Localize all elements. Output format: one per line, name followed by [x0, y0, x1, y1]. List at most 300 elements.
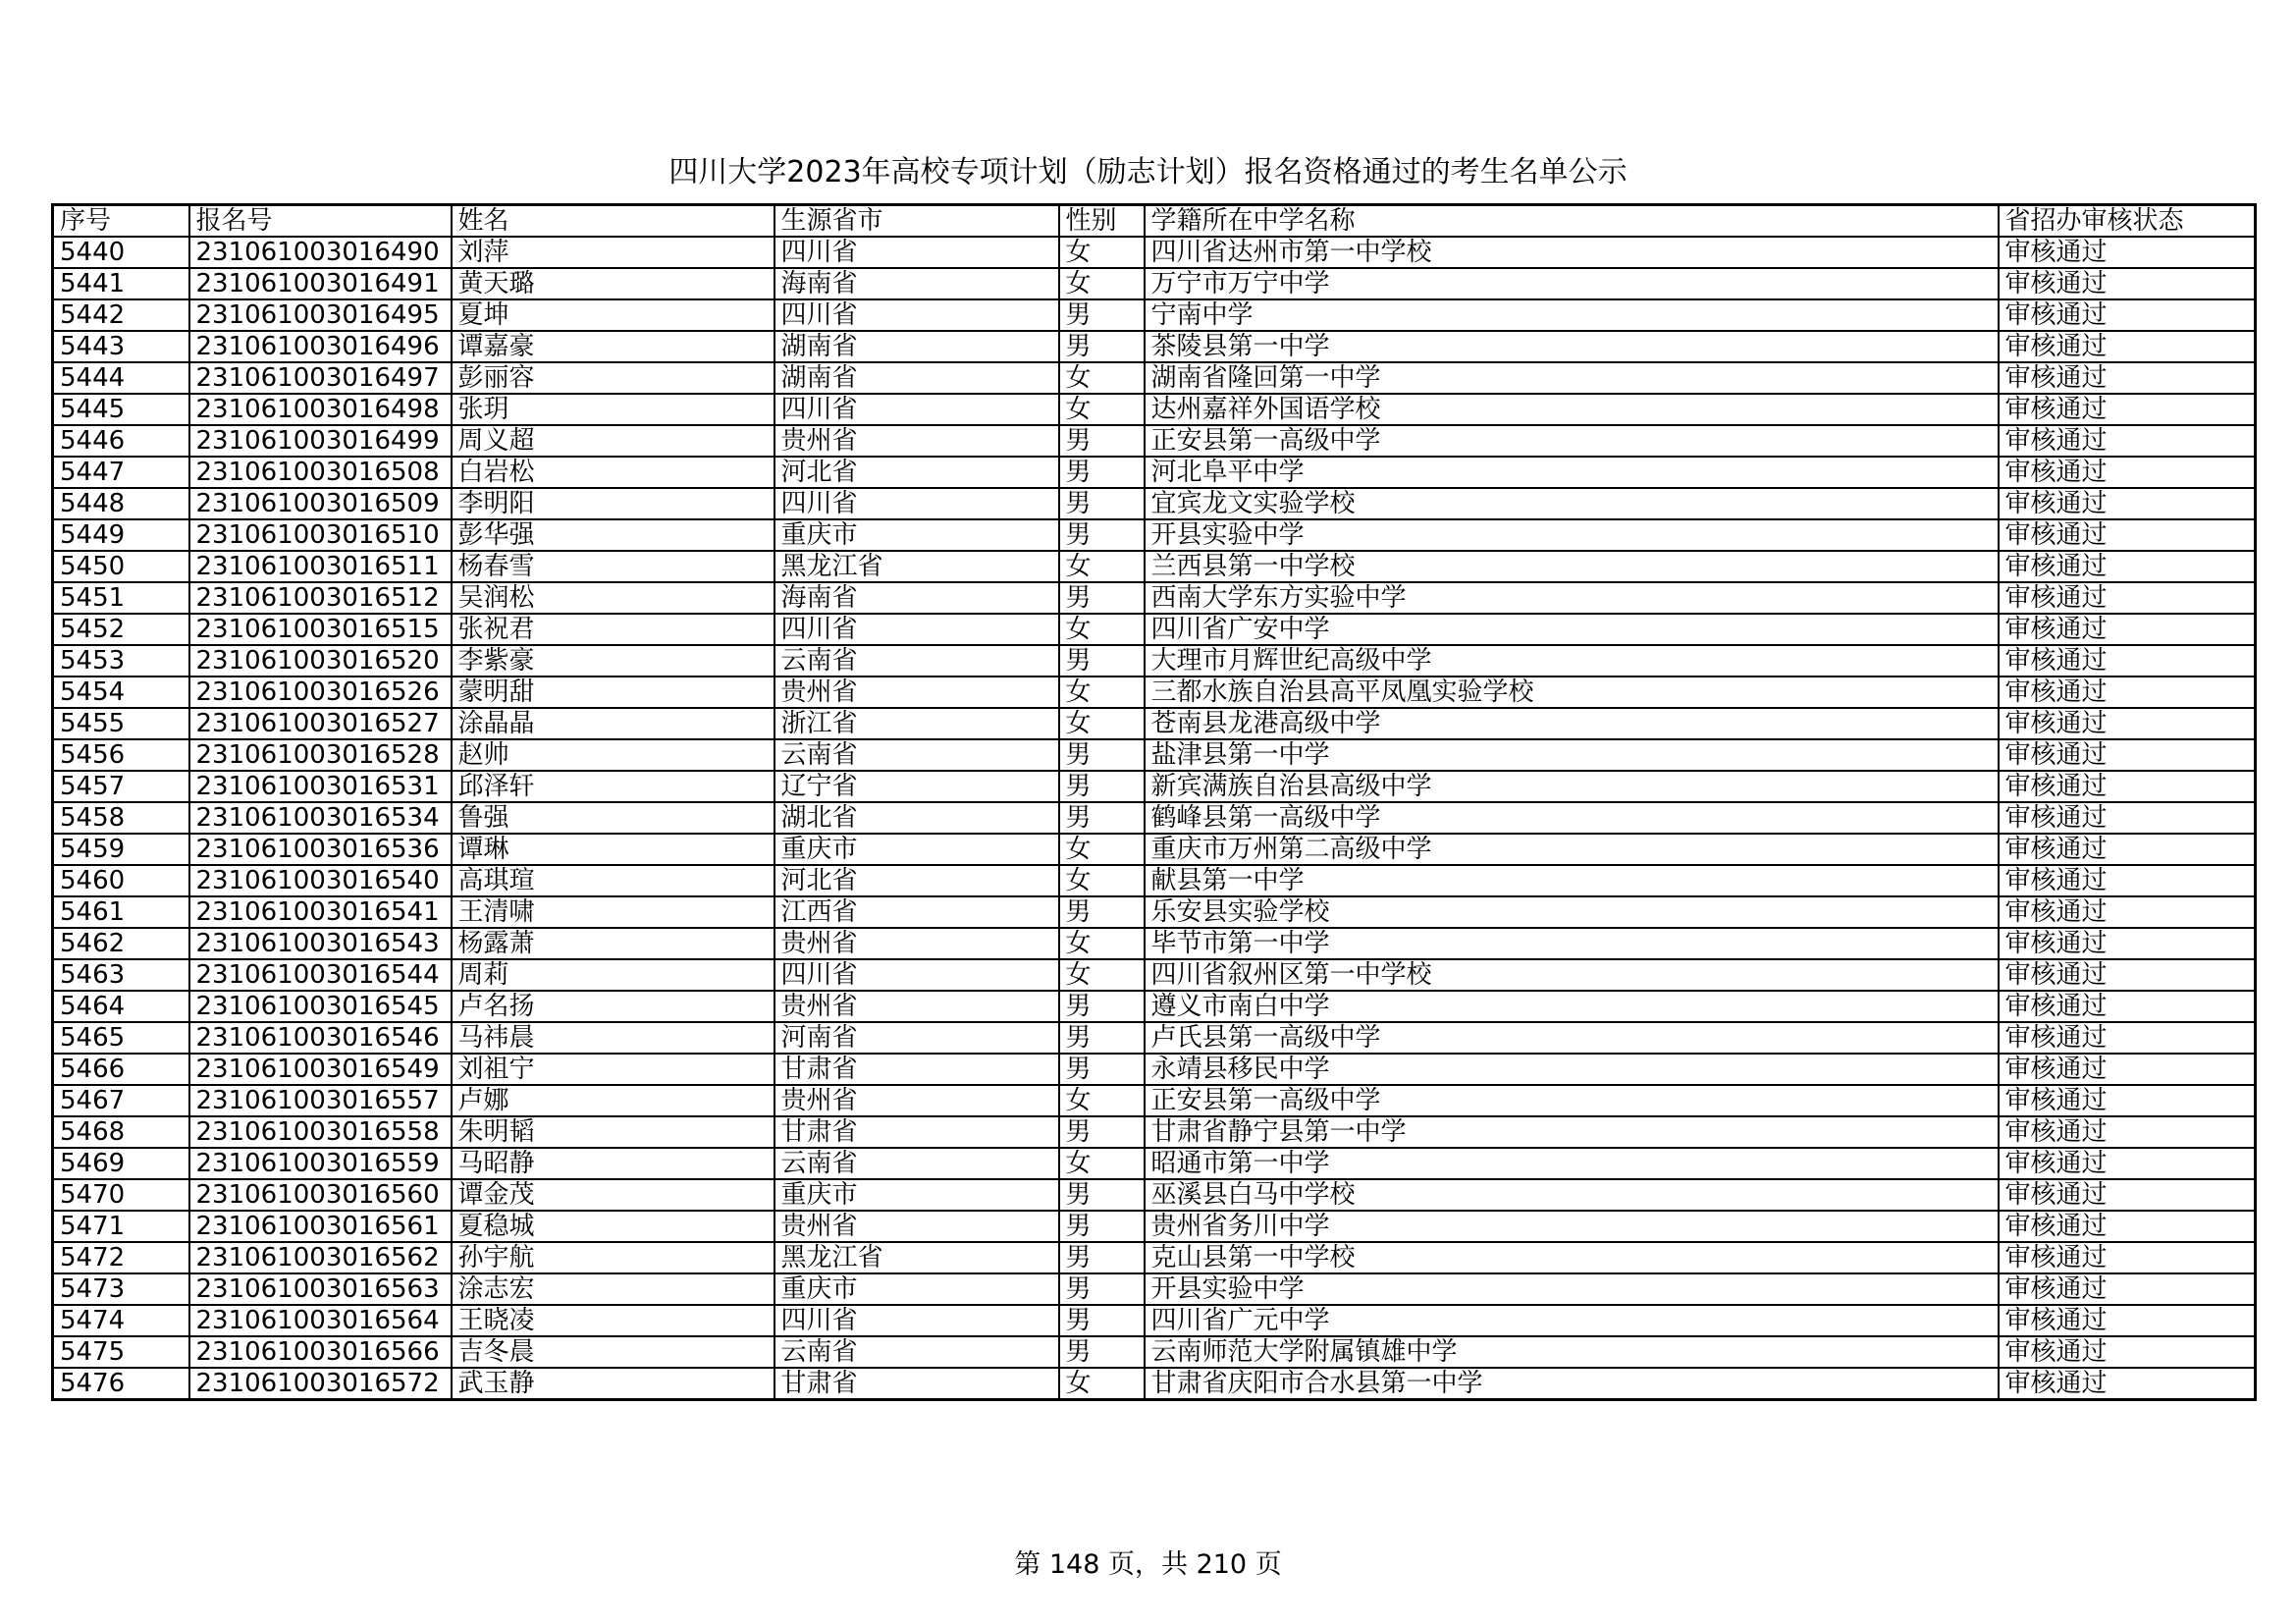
province-cell: 重庆市 [774, 519, 1059, 551]
province-cell: 贵州省 [774, 1211, 1059, 1242]
school-cell: 正安县第一高级中学 [1145, 425, 1999, 457]
name-cell: 马祎晨 [452, 1022, 774, 1054]
table-row [53, 614, 2256, 645]
province-cell: 四川省 [774, 959, 1059, 991]
reg-no-cell: 231061003016515 [189, 614, 452, 645]
name-cell: 彭华强 [452, 519, 774, 551]
gender-cell: 女 [1059, 959, 1145, 991]
table-row [53, 708, 2256, 739]
seq-cell: 5447 [53, 457, 189, 488]
reg-no-cell: 231061003016528 [189, 739, 452, 771]
status-cell: 审核通过 [1999, 991, 2256, 1022]
gender-cell: 男 [1059, 1179, 1145, 1211]
seq-cell: 5464 [53, 991, 189, 1022]
seq-cell: 5466 [53, 1054, 189, 1085]
school-cell: 贵州省务川中学 [1145, 1211, 1999, 1242]
reg-no-cell: 231061003016562 [189, 1242, 452, 1273]
school-cell: 卢氏县第一高级中学 [1145, 1022, 1999, 1054]
province-cell: 甘肃省 [774, 1368, 1059, 1400]
gender-cell: 女 [1059, 1148, 1145, 1179]
reg-no-cell: 231061003016541 [189, 896, 452, 928]
table-row [53, 1022, 2256, 1054]
gender-cell: 男 [1059, 488, 1145, 519]
status-cell: 审核通过 [1999, 771, 2256, 802]
table-row [53, 331, 2256, 362]
school-cell: 开县实验中学 [1145, 519, 1999, 551]
school-cell: 昭通市第一中学 [1145, 1148, 1999, 1179]
seq-cell: 5461 [53, 896, 189, 928]
gender-cell: 男 [1059, 1022, 1145, 1054]
gender-cell: 男 [1059, 1211, 1145, 1242]
table-row [53, 1336, 2256, 1368]
name-cell: 夏坤 [452, 299, 774, 331]
reg-no-cell: 231061003016509 [189, 488, 452, 519]
reg-no-cell: 231061003016499 [189, 425, 452, 457]
status-cell: 审核通过 [1999, 237, 2256, 268]
table-row [53, 928, 2256, 959]
table-row [53, 582, 2256, 614]
province-cell: 云南省 [774, 1148, 1059, 1179]
school-cell: 湖南省隆回第一中学 [1145, 362, 1999, 394]
province-cell: 海南省 [774, 582, 1059, 614]
table-row [53, 1116, 2256, 1148]
province-cell: 贵州省 [774, 677, 1059, 708]
school-cell: 宜宾龙文实验学校 [1145, 488, 1999, 519]
reg-no-cell: 231061003016540 [189, 865, 452, 896]
school-header: 学籍所在中学名称 [1145, 205, 1999, 238]
gender-cell: 男 [1059, 331, 1145, 362]
table-row [53, 1054, 2256, 1085]
school-cell: 盐津县第一中学 [1145, 739, 1999, 771]
status-cell: 审核通过 [1999, 1242, 2256, 1273]
seq-cell: 5476 [53, 1368, 189, 1400]
province-cell: 江西省 [774, 896, 1059, 928]
page-title: 四川大学2023年高校专项计划（励志计划）报名资格通过的考生名单公示 [668, 155, 1628, 189]
province-cell: 贵州省 [774, 425, 1059, 457]
province-cell: 海南省 [774, 268, 1059, 299]
status-cell: 审核通过 [1999, 802, 2256, 834]
name-cell: 鲁强 [452, 802, 774, 834]
table-row [53, 1305, 2256, 1336]
reg-no-cell: 231061003016559 [189, 1148, 452, 1179]
table-row [53, 802, 2256, 834]
table-row [53, 959, 2256, 991]
province-header: 生源省市 [774, 205, 1059, 238]
seq-cell: 5475 [53, 1336, 189, 1368]
reg-no-cell: 231061003016549 [189, 1054, 452, 1085]
seq-cell: 5456 [53, 739, 189, 771]
name-cell: 孙宇航 [452, 1242, 774, 1273]
gender-cell: 男 [1059, 645, 1145, 677]
status-cell: 审核通过 [1999, 645, 2256, 677]
status-cell: 审核通过 [1999, 1085, 2256, 1116]
reg-no-cell: 231061003016534 [189, 802, 452, 834]
province-cell: 黑龙江省 [774, 551, 1059, 582]
table-row [53, 771, 2256, 802]
status-header: 省招办审核状态 [1999, 205, 2256, 238]
status-cell: 审核通过 [1999, 425, 2256, 457]
gender-cell: 女 [1059, 394, 1145, 425]
reg-no-cell: 231061003016536 [189, 834, 452, 865]
gender-cell: 男 [1059, 991, 1145, 1022]
seq-cell: 5463 [53, 959, 189, 991]
name-cell: 白岩松 [452, 457, 774, 488]
name-cell: 卢名扬 [452, 991, 774, 1022]
seq-cell: 5458 [53, 802, 189, 834]
reg-no-cell: 231061003016495 [189, 299, 452, 331]
school-cell: 新宾满族自治县高级中学 [1145, 771, 1999, 802]
page-footer: 第 148 页，共 210 页 [1014, 1549, 1282, 1580]
gender-cell: 男 [1059, 802, 1145, 834]
province-cell: 辽宁省 [774, 771, 1059, 802]
status-cell: 审核通过 [1999, 896, 2256, 928]
gender-cell: 男 [1059, 1273, 1145, 1305]
status-cell: 审核通过 [1999, 268, 2256, 299]
status-cell: 审核通过 [1999, 299, 2256, 331]
name-cell: 马昭静 [452, 1148, 774, 1179]
seq-cell: 5468 [53, 1116, 189, 1148]
name-cell: 张祝君 [452, 614, 774, 645]
school-cell: 西南大学东方实验中学 [1145, 582, 1999, 614]
gender-cell: 男 [1059, 582, 1145, 614]
province-cell: 四川省 [774, 299, 1059, 331]
province-cell: 贵州省 [774, 991, 1059, 1022]
name-cell: 朱明韬 [452, 1116, 774, 1148]
school-cell: 四川省广安中学 [1145, 614, 1999, 645]
seq-cell: 5440 [53, 237, 189, 268]
school-cell: 三都水族自治县高平凤凰实验学校 [1145, 677, 1999, 708]
table-body [53, 237, 2256, 1400]
province-cell: 甘肃省 [774, 1054, 1059, 1085]
school-cell: 乐安县实验学校 [1145, 896, 1999, 928]
reg-no-cell: 231061003016512 [189, 582, 452, 614]
name-cell: 杨露萧 [452, 928, 774, 959]
reg-no-cell: 231061003016511 [189, 551, 452, 582]
gender-cell: 女 [1059, 708, 1145, 739]
reg-no-cell: 231061003016498 [189, 394, 452, 425]
school-cell: 达州嘉祥外国语学校 [1145, 394, 1999, 425]
province-cell: 贵州省 [774, 1085, 1059, 1116]
seq-cell: 5449 [53, 519, 189, 551]
reg-no-cell: 231061003016496 [189, 331, 452, 362]
status-cell: 审核通过 [1999, 865, 2256, 896]
name-cell: 刘祖宁 [452, 1054, 774, 1085]
name-cell: 卢娜 [452, 1085, 774, 1116]
status-cell: 审核通过 [1999, 1054, 2256, 1085]
status-cell: 审核通过 [1999, 834, 2256, 865]
name-cell: 杨春雪 [452, 551, 774, 582]
seq-cell: 5473 [53, 1273, 189, 1305]
gender-cell: 男 [1059, 1305, 1145, 1336]
province-cell: 浙江省 [774, 708, 1059, 739]
name-cell: 谭琳 [452, 834, 774, 865]
gender-cell: 男 [1059, 771, 1145, 802]
status-cell: 审核通过 [1999, 677, 2256, 708]
name-cell: 张玥 [452, 394, 774, 425]
school-cell: 宁南中学 [1145, 299, 1999, 331]
status-cell: 审核通过 [1999, 928, 2256, 959]
school-cell: 四川省达州市第一中学校 [1145, 237, 1999, 268]
seq-cell: 5442 [53, 299, 189, 331]
status-cell: 审核通过 [1999, 739, 2256, 771]
seq-cell: 5460 [53, 865, 189, 896]
table-row [53, 488, 2256, 519]
name-cell: 谭金茂 [452, 1179, 774, 1211]
table-row [53, 1273, 2256, 1305]
status-cell: 审核通过 [1999, 614, 2256, 645]
status-cell: 审核通过 [1999, 394, 2256, 425]
seq-cell: 5448 [53, 488, 189, 519]
name-cell: 蒙明甜 [452, 677, 774, 708]
school-cell: 巫溪县白马中学校 [1145, 1179, 1999, 1211]
gender-cell: 女 [1059, 237, 1145, 268]
reg-no-cell: 231061003016563 [189, 1273, 452, 1305]
table-row [53, 519, 2256, 551]
province-cell: 重庆市 [774, 1273, 1059, 1305]
gender-cell: 男 [1059, 425, 1145, 457]
reg-no-cell: 231061003016490 [189, 237, 452, 268]
name-cell: 赵帅 [452, 739, 774, 771]
status-cell: 审核通过 [1999, 959, 2256, 991]
table-row [53, 645, 2256, 677]
reg-no-cell: 231061003016564 [189, 1305, 452, 1336]
reg-no-cell: 231061003016558 [189, 1116, 452, 1148]
table-row [53, 1211, 2256, 1242]
seq-cell: 5443 [53, 331, 189, 362]
school-cell: 永靖县移民中学 [1145, 1054, 1999, 1085]
gender-cell: 女 [1059, 928, 1145, 959]
status-cell: 审核通过 [1999, 457, 2256, 488]
name-cell: 高琪瑄 [452, 865, 774, 896]
province-cell: 湖南省 [774, 331, 1059, 362]
reg-no-cell: 231061003016545 [189, 991, 452, 1022]
status-cell: 审核通过 [1999, 331, 2256, 362]
name-cell: 武玉静 [452, 1368, 774, 1400]
status-cell: 审核通过 [1999, 1368, 2256, 1400]
name-cell: 李紫豪 [452, 645, 774, 677]
table-row [53, 834, 2256, 865]
table-row [53, 268, 2256, 299]
reg-no-header: 报名号 [189, 205, 452, 238]
seq-cell: 5446 [53, 425, 189, 457]
table-row [53, 865, 2256, 896]
reg-no-cell: 231061003016526 [189, 677, 452, 708]
seq-cell: 5459 [53, 834, 189, 865]
province-cell: 四川省 [774, 488, 1059, 519]
seq-header: 序号 [53, 205, 189, 238]
province-cell: 云南省 [774, 739, 1059, 771]
reg-no-cell: 231061003016560 [189, 1179, 452, 1211]
school-cell: 甘肃省静宁县第一中学 [1145, 1116, 1999, 1148]
gender-cell: 男 [1059, 896, 1145, 928]
reg-no-cell: 231061003016527 [189, 708, 452, 739]
school-cell: 开县实验中学 [1145, 1273, 1999, 1305]
school-cell: 苍南县龙港高级中学 [1145, 708, 1999, 739]
seq-cell: 5465 [53, 1022, 189, 1054]
school-cell: 甘肃省庆阳市合水县第一中学 [1145, 1368, 1999, 1400]
status-cell: 审核通过 [1999, 1179, 2256, 1211]
school-cell: 重庆市万州第二高级中学 [1145, 834, 1999, 865]
gender-cell: 女 [1059, 834, 1145, 865]
name-cell: 涂晶晶 [452, 708, 774, 739]
status-cell: 审核通过 [1999, 551, 2256, 582]
status-cell: 审核通过 [1999, 1273, 2256, 1305]
seq-cell: 5454 [53, 677, 189, 708]
school-cell: 云南师范大学附属镇雄中学 [1145, 1336, 1999, 1368]
province-cell: 黑龙江省 [774, 1242, 1059, 1273]
table-row [53, 1368, 2256, 1400]
gender-cell: 男 [1059, 457, 1145, 488]
status-cell: 审核通过 [1999, 1022, 2256, 1054]
table-row [53, 1085, 2256, 1116]
seq-cell: 5444 [53, 362, 189, 394]
province-cell: 贵州省 [774, 928, 1059, 959]
name-cell: 夏稳城 [452, 1211, 774, 1242]
seq-cell: 5441 [53, 268, 189, 299]
school-cell: 克山县第一中学校 [1145, 1242, 1999, 1273]
status-cell: 审核通过 [1999, 582, 2256, 614]
name-header: 姓名 [452, 205, 774, 238]
seq-cell: 5469 [53, 1148, 189, 1179]
seq-cell: 5453 [53, 645, 189, 677]
gender-cell: 男 [1059, 1242, 1145, 1273]
seq-cell: 5450 [53, 551, 189, 582]
table-row [53, 425, 2256, 457]
name-cell: 黄天璐 [452, 268, 774, 299]
seq-cell: 5451 [53, 582, 189, 614]
province-cell: 云南省 [774, 645, 1059, 677]
seq-cell: 5445 [53, 394, 189, 425]
status-cell: 审核通过 [1999, 1305, 2256, 1336]
reg-no-cell: 231061003016572 [189, 1368, 452, 1400]
table-row [53, 1148, 2256, 1179]
reg-no-cell: 231061003016497 [189, 362, 452, 394]
province-cell: 云南省 [774, 1336, 1059, 1368]
province-cell: 湖南省 [774, 362, 1059, 394]
name-cell: 李明阳 [452, 488, 774, 519]
candidate-table [51, 203, 2257, 1401]
status-cell: 审核通过 [1999, 1116, 2256, 1148]
school-cell: 大理市月辉世纪高级中学 [1145, 645, 1999, 677]
school-cell: 河北阜平中学 [1145, 457, 1999, 488]
province-cell: 四川省 [774, 614, 1059, 645]
reg-no-cell: 231061003016546 [189, 1022, 452, 1054]
table-row [53, 739, 2256, 771]
name-cell: 吉冬晨 [452, 1336, 774, 1368]
reg-no-cell: 231061003016557 [189, 1085, 452, 1116]
gender-cell: 女 [1059, 362, 1145, 394]
status-cell: 审核通过 [1999, 519, 2256, 551]
province-cell: 重庆市 [774, 1179, 1059, 1211]
gender-cell: 女 [1059, 1368, 1145, 1400]
gender-cell: 女 [1059, 677, 1145, 708]
province-cell: 湖北省 [774, 802, 1059, 834]
reg-no-cell: 231061003016520 [189, 645, 452, 677]
gender-header: 性别 [1059, 205, 1145, 238]
table-row [53, 1242, 2256, 1273]
reg-no-cell: 231061003016508 [189, 457, 452, 488]
table-row [53, 299, 2256, 331]
province-cell: 四川省 [774, 1305, 1059, 1336]
name-cell: 涂志宏 [452, 1273, 774, 1305]
table-row [53, 991, 2256, 1022]
gender-cell: 男 [1059, 1116, 1145, 1148]
reg-no-cell: 231061003016566 [189, 1336, 452, 1368]
status-cell: 审核通过 [1999, 362, 2256, 394]
name-cell: 谭嘉豪 [452, 331, 774, 362]
seq-cell: 5455 [53, 708, 189, 739]
name-cell: 彭丽容 [452, 362, 774, 394]
name-cell: 王晓凌 [452, 1305, 774, 1336]
seq-cell: 5462 [53, 928, 189, 959]
school-cell: 四川省叙州区第一中学校 [1145, 959, 1999, 991]
gender-cell: 男 [1059, 519, 1145, 551]
reg-no-cell: 231061003016491 [189, 268, 452, 299]
name-cell: 吴润松 [452, 582, 774, 614]
province-cell: 重庆市 [774, 834, 1059, 865]
table-row [53, 551, 2256, 582]
table-row [53, 394, 2256, 425]
name-cell: 周莉 [452, 959, 774, 991]
status-cell: 审核通过 [1999, 1336, 2256, 1368]
seq-cell: 5472 [53, 1242, 189, 1273]
gender-cell: 女 [1059, 865, 1145, 896]
gender-cell: 女 [1059, 1085, 1145, 1116]
name-cell: 王清啸 [452, 896, 774, 928]
school-cell: 鹤峰县第一高级中学 [1145, 802, 1999, 834]
seq-cell: 5470 [53, 1179, 189, 1211]
school-cell: 毕节市第一中学 [1145, 928, 1999, 959]
seq-cell: 5471 [53, 1211, 189, 1242]
province-cell: 四川省 [774, 237, 1059, 268]
reg-no-cell: 231061003016561 [189, 1211, 452, 1242]
seq-cell: 5467 [53, 1085, 189, 1116]
gender-cell: 男 [1059, 1336, 1145, 1368]
school-cell: 献县第一中学 [1145, 865, 1999, 896]
school-cell: 正安县第一高级中学 [1145, 1085, 1999, 1116]
status-cell: 审核通过 [1999, 708, 2256, 739]
table-row [53, 237, 2256, 268]
status-cell: 审核通过 [1999, 488, 2256, 519]
reg-no-cell: 231061003016531 [189, 771, 452, 802]
table-row [53, 677, 2256, 708]
province-cell: 河北省 [774, 865, 1059, 896]
gender-cell: 女 [1059, 551, 1145, 582]
table-row [53, 457, 2256, 488]
status-cell: 审核通过 [1999, 1211, 2256, 1242]
gender-cell: 女 [1059, 268, 1145, 299]
name-cell: 刘萍 [452, 237, 774, 268]
reg-no-cell: 231061003016510 [189, 519, 452, 551]
province-cell: 河北省 [774, 457, 1059, 488]
school-cell: 遵义市南白中学 [1145, 991, 1999, 1022]
seq-cell: 5452 [53, 614, 189, 645]
school-cell: 兰西县第一中学校 [1145, 551, 1999, 582]
school-cell: 茶陵县第一中学 [1145, 331, 1999, 362]
gender-cell: 男 [1059, 299, 1145, 331]
province-cell: 甘肃省 [774, 1116, 1059, 1148]
school-cell: 四川省广元中学 [1145, 1305, 1999, 1336]
seq-cell: 5457 [53, 771, 189, 802]
table-header-row [53, 205, 2256, 238]
table-row [53, 896, 2256, 928]
reg-no-cell: 231061003016544 [189, 959, 452, 991]
table-row [53, 1179, 2256, 1211]
name-cell: 邱泽轩 [452, 771, 774, 802]
table-row [53, 362, 2256, 394]
gender-cell: 男 [1059, 739, 1145, 771]
status-cell: 审核通过 [1999, 1148, 2256, 1179]
